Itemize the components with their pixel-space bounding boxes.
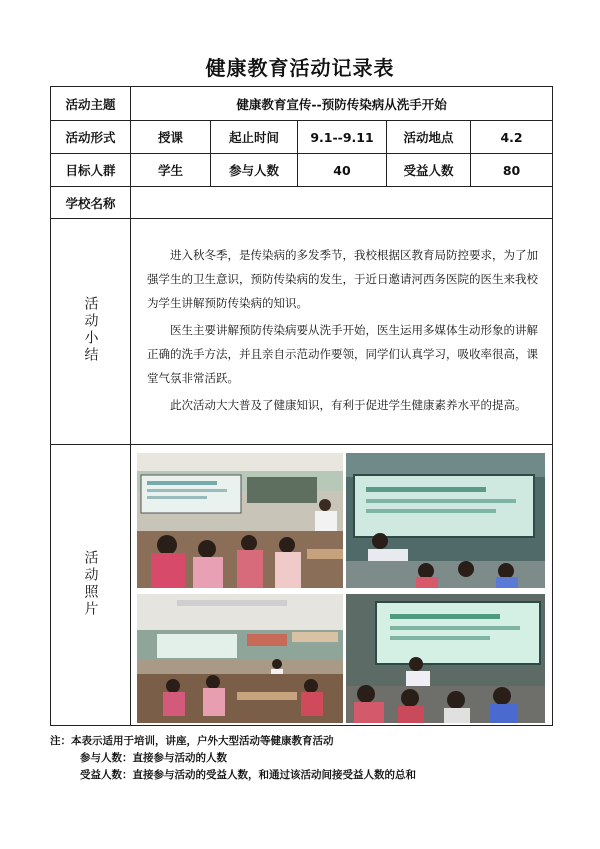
summary-label-cell <box>51 219 131 445</box>
time-label: 起止时间 <box>211 121 298 154</box>
summary-text-cell <box>131 219 553 445</box>
record-table <box>50 86 553 726</box>
participants-value: 40 <box>298 154 387 187</box>
time-value: 9.1--9.11 <box>298 121 387 154</box>
photos-cell <box>131 445 553 726</box>
summary-paragraph-1: 进入秋冬季，是传染病的多发季节，我校根据区教育局防控要求，为了加强学生的卫生意识，预防传染病的发生，于近日邀请河西务医院的医生来我校为学生讲解预防传染病的知识。 <box>147 248 538 310</box>
classroom-photo-3 <box>137 594 343 723</box>
form-label: 活动形式 <box>51 121 131 154</box>
summary-paragraph-2: 医生主要讲解预防传染病要从洗手开始，医生运用多媒体生动形象的讲解正确的洗手方法，并且亲自示范动作要领，同学们认真学习，吸收率很高，课堂气氛非常活跃。 <box>147 323 538 385</box>
theme-label: 活动主题 <box>51 87 131 121</box>
page-title: 健康教育活动记录表 <box>205 56 395 80</box>
target-label: 目标人群 <box>51 154 131 187</box>
school-value <box>131 187 553 219</box>
theme-value: 健康教育宣传--预防传染病从洗手开始 <box>131 87 553 121</box>
note-scope: 注：本表示适用于培训，讲座，户外大型活动等健康教育活动 <box>50 735 334 747</box>
note-beneficiaries: 受益人数：直接参与活动的受益人数，和通过该活动间接受益人数的总和 <box>80 769 416 781</box>
summary-label: 活动小结 <box>82 296 99 364</box>
classroom-photo-1 <box>137 453 343 588</box>
classroom-photo-2 <box>346 453 545 588</box>
classroom-photo-4 <box>346 594 545 723</box>
place-value: 4.2 <box>471 121 553 154</box>
photos-label-cell <box>51 445 131 726</box>
form-value: 授课 <box>131 121 211 154</box>
beneficiaries-value: 80 <box>471 154 553 187</box>
beneficiaries-label: 受益人数 <box>387 154 471 187</box>
target-value: 学生 <box>131 154 211 187</box>
summary-paragraph-3: 此次活动大大普及了健康知识，有利于促进学生健康素养水平的提高。 <box>170 398 527 412</box>
place-label: 活动地点 <box>387 121 471 154</box>
footnotes <box>50 733 570 784</box>
note-participants: 参与人数：直接参与活动的人数 <box>80 752 227 764</box>
participants-label: 参与人数 <box>211 154 298 187</box>
photos-label: 活动照片 <box>82 549 99 618</box>
school-label: 学校名称 <box>51 187 131 219</box>
